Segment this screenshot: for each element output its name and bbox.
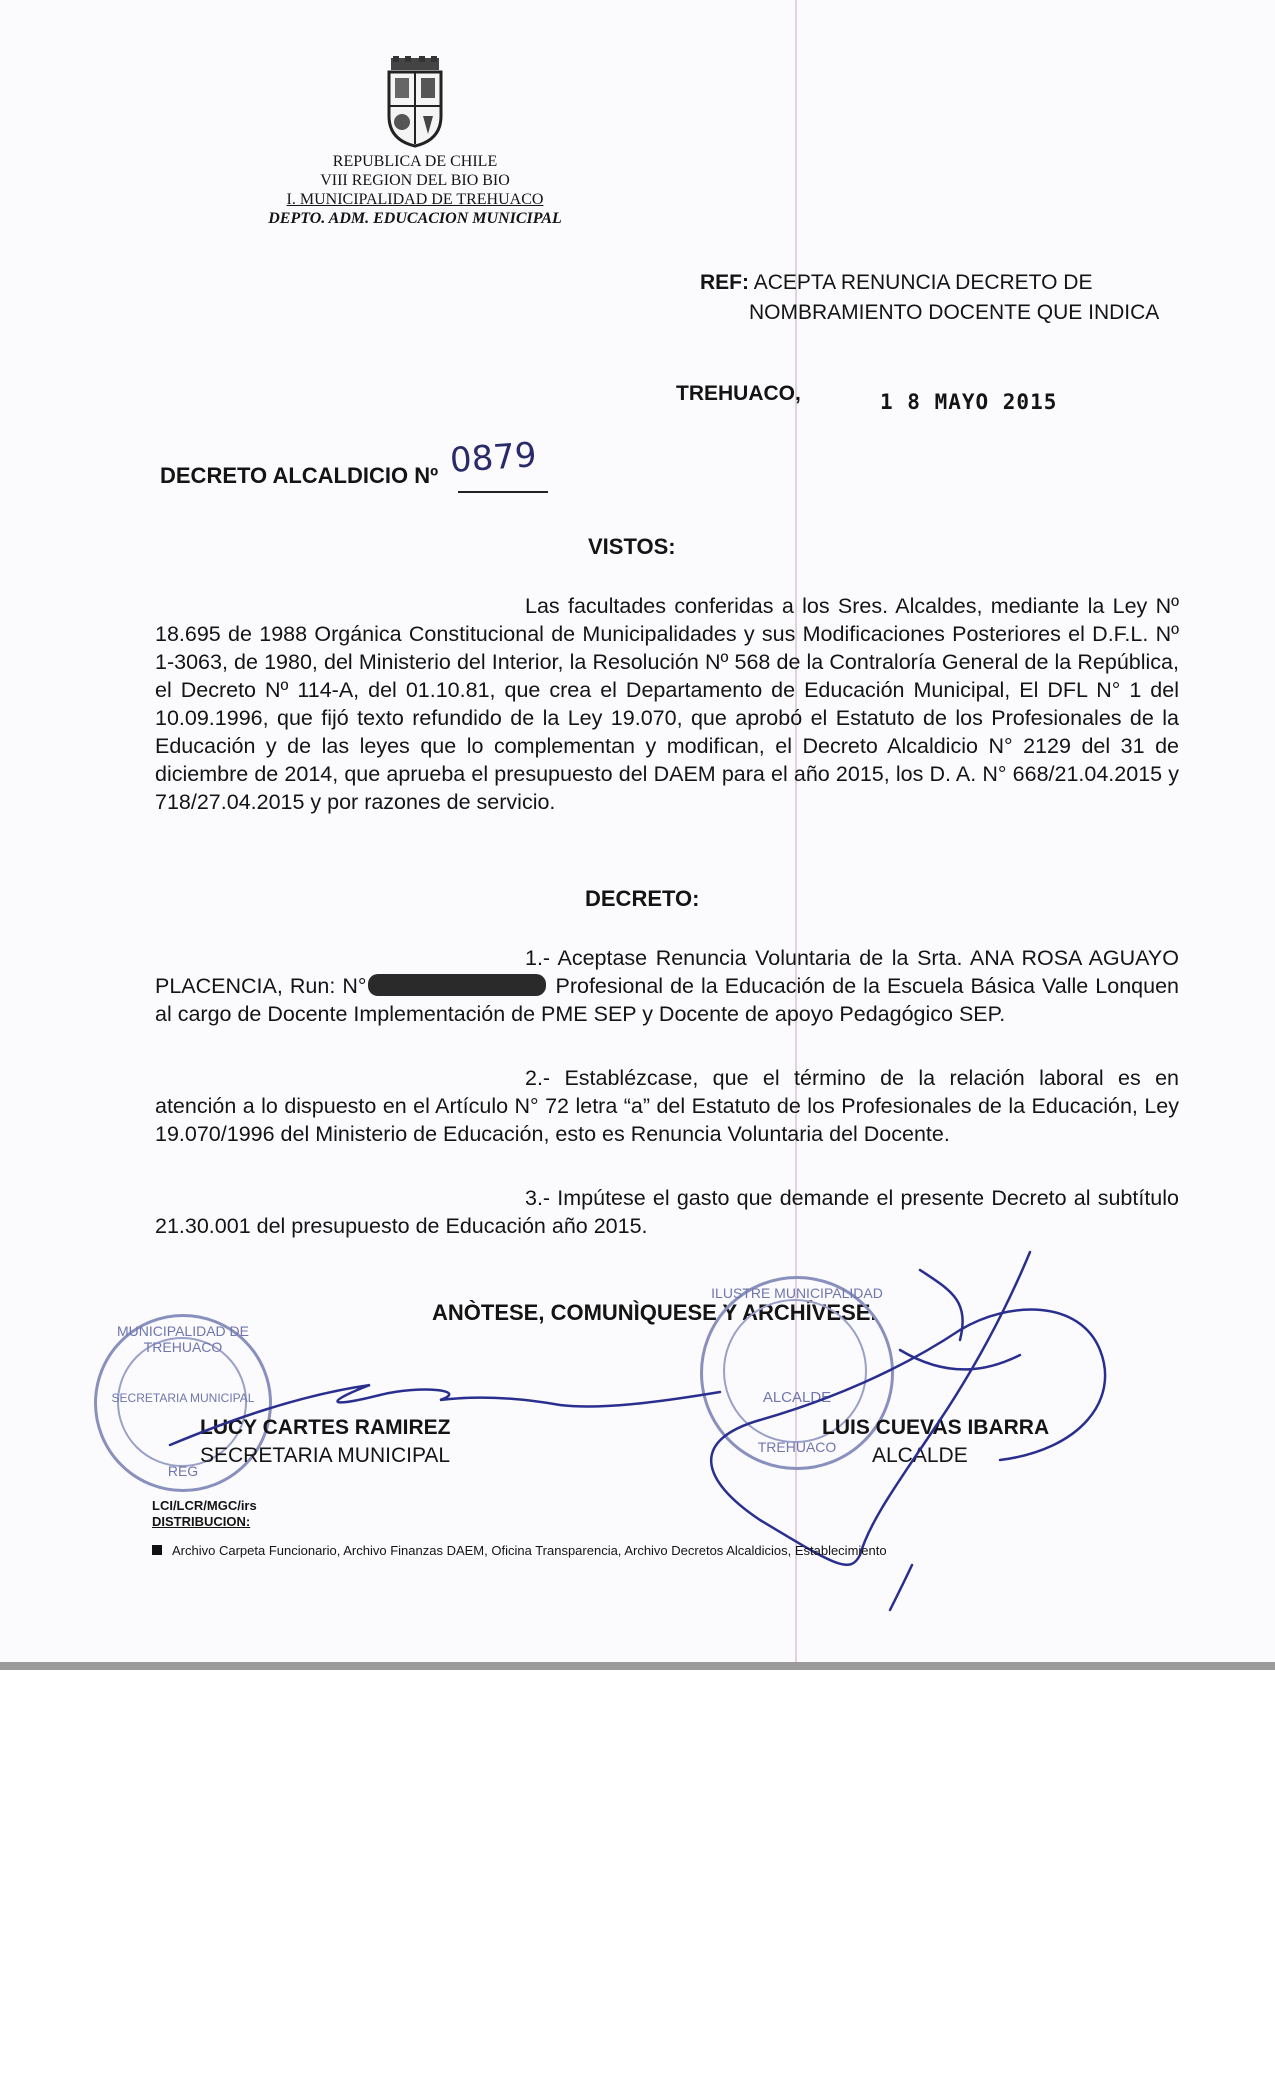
letterhead-country: REPUBLICA DE CHILE [332,153,498,170]
letterhead-region: VIII REGION DEL BIO BIO [320,172,510,189]
vistos-title: VISTOS: [588,534,676,559]
stamp-left-ring: MUNICIPALIDAD DE TREHUACO [117,1323,249,1355]
date-stamp: 1 8 MAYO 2015 [880,390,1058,414]
ref-line-1: ACEPTA RENUNCIA DECRETO DE [753,271,1093,294]
stamp-right-ring: ILUSTRE MUNICIPALIDAD [711,1285,883,1301]
distribution-block [152,1498,257,1530]
initials: LCI/LCR/MGC/irs [152,1498,257,1513]
distribution-items: Archivo Carpeta Funcionario, Archivo Finanzas DAEM, Oficina Transparencia, Archivo Decretos Alcaldicios, Establecimiento [172,1543,887,1558]
item2-text: 2.- Establézcase, que el término de la relación laboral es en atención a lo dispuesto en el Artículo N° 72 letra “a” del Estatuto de los Profesionales de la Educación, Ley 19.070/1996 del Ministerio de Educación, esto es Renuncia Voluntaria del Docente. [155,1066,1179,1146]
secretaria-name: LUCY CARTES RAMIREZ [200,1416,451,1439]
alcalde-name: LUIS CUEVAS IBARRA [822,1416,1050,1439]
square-bullet-icon [152,1545,162,1555]
item1-before: 1.- Aceptase Renuncia Voluntaria de la Srta. ANA ROSA AGUAYO PLACENCIA, Run: N° [155,946,1179,998]
decree-number-handwritten: 0879 [448,435,538,481]
vistos-text: Las facultades conferidas a los Sres. Alcaldes, mediante la Ley Nº 18.695 de 1988 Orgánica Constitucional de Municipalidades y sus Modificaciones Posteriores el D.F.L. Nº 1-3063, de 1980, del Ministerio del Interior, la Resolución Nº 568 de la Contraloría General de la República, el Decreto Nº 114-A, del 01.10.81, que crea el Departamento de Educación Municipal, El DFL N° 1 del 10.09.1996, que fijó texto refundido de la Ley 19.070, que aprobó el Estatuto de los Profesionales de la Educación y de las leyes que lo complementan y modifican, el Decreto Alcaldicio N° 2129 del 31 de diciembre de 2014, que aprueba el presupuesto del DAEM para el año 2015, los D. A. N° 668/21.04.2015 y 718/27.04.2015 y por razones de servicio. [155,594,1179,814]
letterhead-department: DEPTO. ADM. EDUCACION MUNICIPAL [268,210,562,227]
ref-line-2: NOMBRAMIENTO DOCENTE QUE INDICA [749,301,1160,324]
stamp-right-bottom: TREHUACO [757,1439,837,1455]
decree-number-label: DECRETO ALCALDICIO Nº [160,463,439,488]
stamp-left-center: SECRETARIA MUNICIPAL [111,1391,255,1405]
decreto-title: DECRETO: [585,886,700,911]
distribution-list [152,1543,887,1558]
place: TREHUACO, [676,382,801,405]
stamp-right-center: ALCALDE [762,1389,832,1406]
secretaria-role: SECRETARIA MUNICIPAL [200,1444,451,1467]
item1-after: Profesional de la Educación de la Escuela Básica Valle Lonquen al cargo de Docente Implementación de PME SEP y Docente de apoyo Pedagógico SEP. [155,974,1179,1026]
ref-label: REF: [700,271,749,294]
secretaria-signature [170,1385,720,1445]
distribution-label: DISTRIBUCION: [152,1514,251,1529]
alcalde-role: ALCALDE [872,1444,968,1467]
item3-text: 3.- Impútese el gasto que demande el presente Decreto al subtítulo 21.30.001 del presupuesto de Educación año 2015. [155,1186,1179,1238]
stamp-left-bottom: REG [167,1463,199,1479]
letterhead-municipality: I. MUNICIPALIDAD DE TREHUACO [286,191,544,208]
closing-formula: ANÒTESE, COMUNÌQUESE Y ARCHÍVESE. [432,1300,877,1325]
